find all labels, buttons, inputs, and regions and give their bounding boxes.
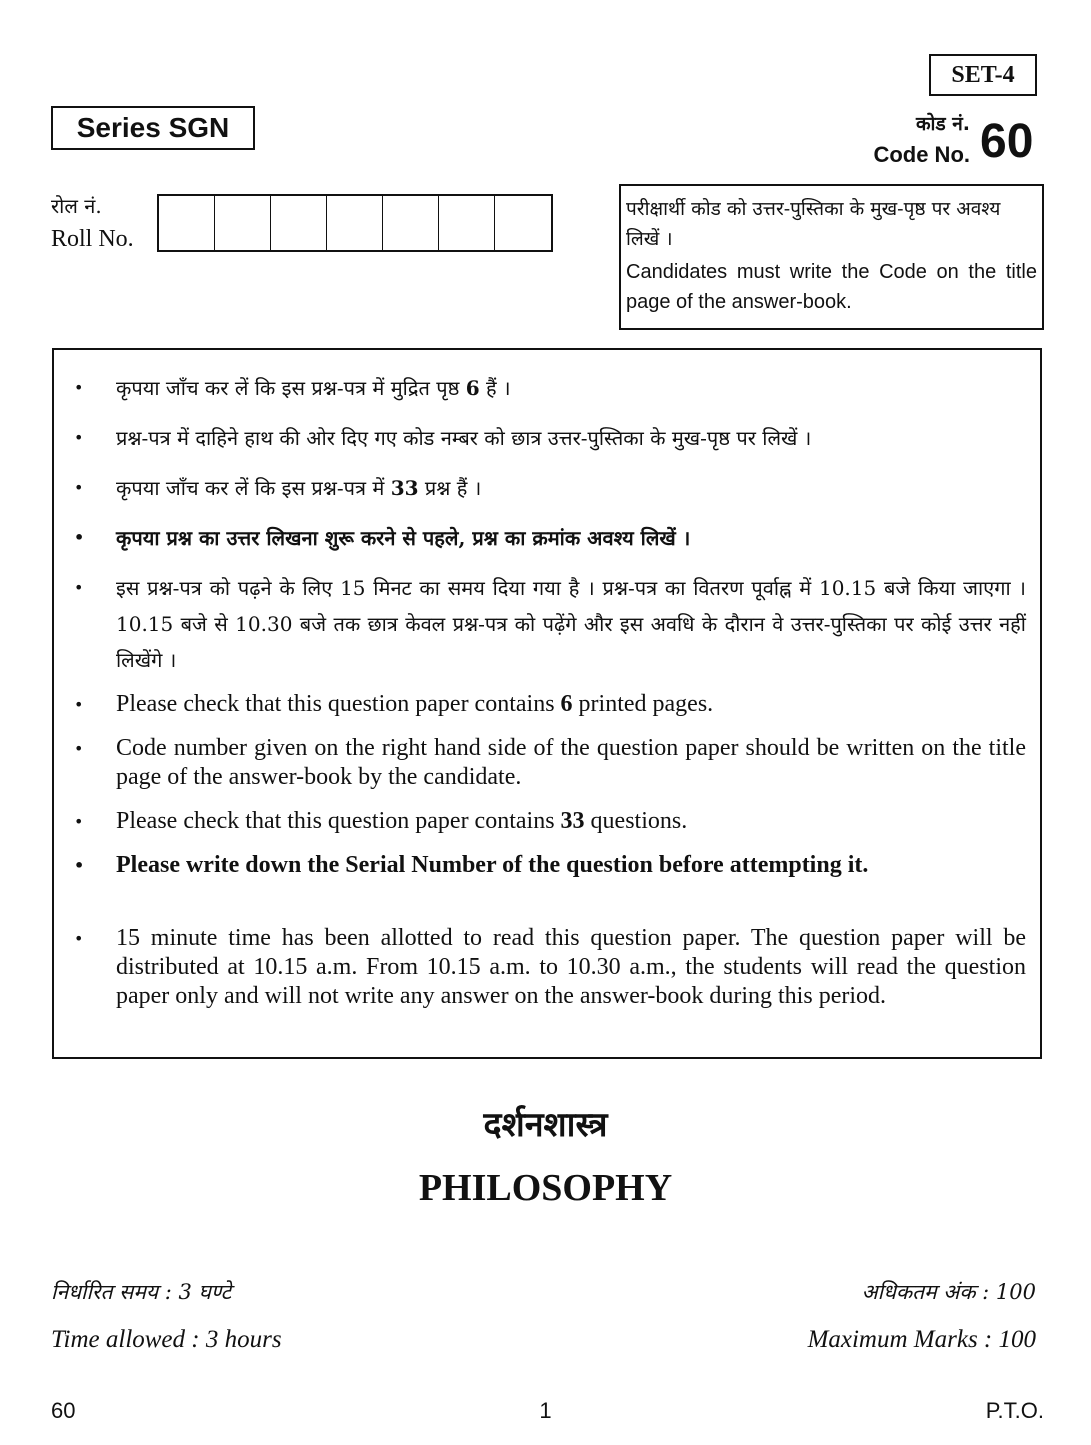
bullet-icon: • — [74, 695, 84, 714]
bullet-icon: • — [74, 929, 84, 948]
bullet-icon: • — [74, 739, 84, 758]
bullet-icon: • — [74, 478, 84, 497]
roll-number-boxes[interactable] — [157, 194, 553, 252]
instruction-item: • 15 minute time has been allotted to read this question paper. The question paper will be distributed at 10.15 a.m. From 10.15 a.m. to 10.30 a.m., the students will read the question paper only and will not write any answer on the answer-book during this period. — [74, 925, 1026, 1009]
roll-label-hindi: रोल नं. — [51, 194, 102, 218]
pto-label: P.T.O. — [985, 1398, 1044, 1423]
roll-cell[interactable] — [439, 196, 495, 250]
max-marks-english: Maximum Marks : 100 — [807, 1326, 1036, 1353]
time-allowed-english: Time allowed : 3 hours — [51, 1326, 282, 1353]
subject-title-english: PHILOSOPHY — [418, 1167, 673, 1209]
bullet-icon: • — [74, 578, 84, 597]
roll-cell[interactable] — [327, 196, 383, 250]
instruction-item: • Code number given on the right hand side of the question paper should be written on the title page of the answer-book by the candidate. — [74, 735, 1026, 790]
instruction-item: • Please check that this question paper contains 6 printed pages. — [74, 691, 714, 717]
bullet-icon: • — [74, 812, 84, 831]
time-allowed-hindi: निर्धारित समय : 3 घण्टे — [51, 1280, 232, 1304]
set-label: SET-4 — [929, 54, 1037, 96]
bullet-icon: • — [74, 428, 84, 447]
instruction-item: • Please check that this question paper contains 33 questions. — [74, 808, 688, 834]
bullet-icon: • — [74, 528, 85, 547]
footer-code: 60 — [51, 1398, 76, 1423]
instruction-item: • कृपया प्रश्न का उत्तर लिखना शुरू करने से पहले, प्रश्न का क्रमांक अवश्य लिखें । — [116, 520, 1026, 556]
candidate-note-hindi: परीक्षार्थी कोड को उत्तर-पुस्तिका के मुख-पृष्ठ पर अवश्य लिखें । — [626, 198, 1001, 250]
candidate-note-english: Candidates must write the Code on the title page of the answer-book. — [626, 261, 1037, 313]
roll-label-english: Roll No. — [51, 226, 134, 252]
instruction-item: • कृपया जाँच कर लें कि इस प्रश्न-पत्र में मुद्रित पृष्ठ 6 हैं । — [116, 370, 1026, 406]
code-number: 60 — [980, 115, 1034, 168]
subject-title-hindi: दर्शनशास्त्र — [483, 1105, 608, 1145]
series-label: Series SGN — [51, 106, 255, 150]
instruction-item: • प्रश्न-पत्र में दाहिने हाथ की ओर दिए गए कोड नम्बर को छात्र उत्तर-पुस्तिका के मुख-पृष्ठ पर लिखें । — [116, 420, 1026, 456]
instruction-item: • Please write down the Serial Number of the question before attempting it. — [74, 852, 869, 878]
candidate-note-box — [619, 184, 1044, 330]
roll-cell[interactable] — [271, 196, 327, 250]
roll-cell[interactable] — [495, 196, 551, 250]
instructions-box — [52, 348, 1042, 1059]
roll-cell[interactable] — [383, 196, 439, 250]
instruction-item: • कृपया जाँच कर लें कि इस प्रश्न-पत्र में 33 प्रश्न हैं । — [116, 470, 1026, 506]
code-label-hindi: कोड नं. — [915, 113, 970, 135]
page-number: 1 — [539, 1398, 552, 1423]
instruction-item: • इस प्रश्न-पत्र को पढ़ने के लिए 15 मिनट का समय दिया गया है । प्रश्न-पत्र का वितरण पूर्वाह्न में 10.15 बजे किया जाएगा । 10.15 बजे से 10.30 बजे तक छात्र केवल प्रश्न-पत्र को पढ़ेंगे और इस अवधि के दौरान वे उत्तर-पुस्तिका पर कोई उत्तर नहीं लिखेंगे । — [116, 570, 1026, 678]
roll-cell[interactable] — [159, 196, 215, 250]
roll-cell[interactable] — [215, 196, 271, 250]
bullet-icon: • — [74, 378, 84, 397]
code-label-english: Code No. — [873, 142, 970, 167]
max-marks-hindi: अधिकतम अंक : 100 — [861, 1280, 1036, 1304]
bullet-icon: • — [74, 856, 85, 875]
